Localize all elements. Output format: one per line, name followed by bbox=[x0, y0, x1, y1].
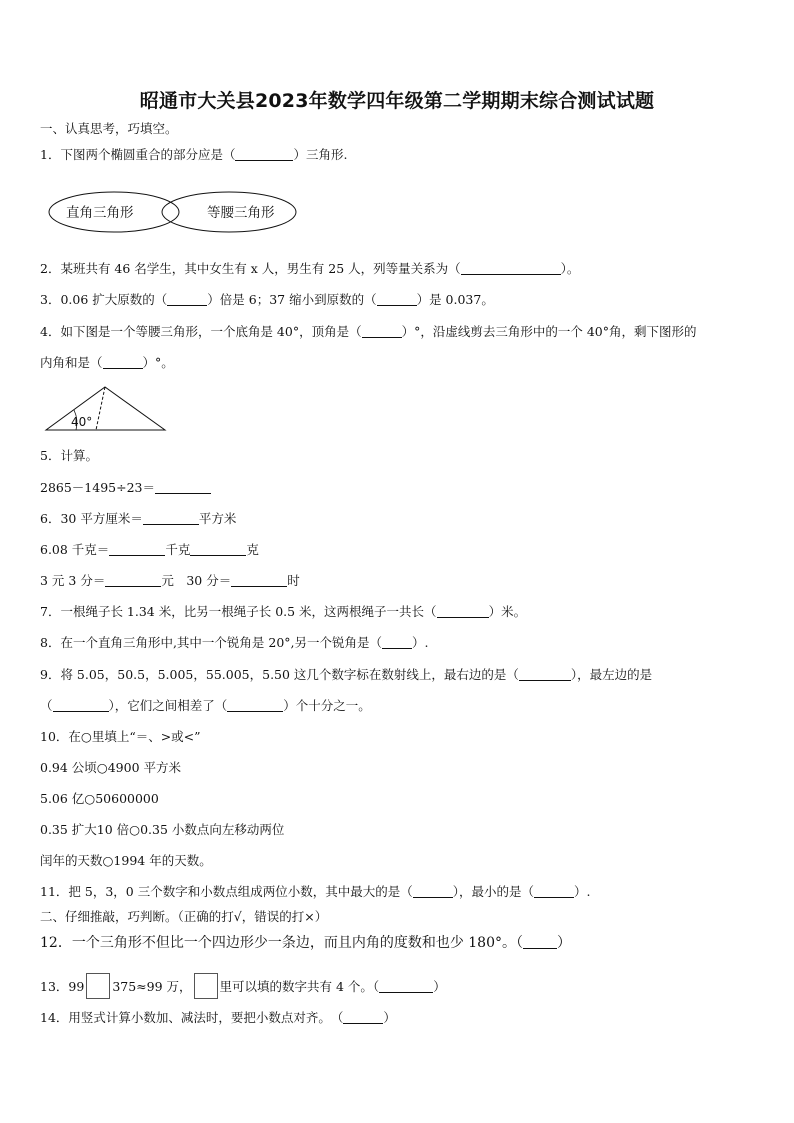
question-10: 10．在○里填上“＝、>或<” bbox=[40, 729, 201, 744]
page-title: 昭通市大关县2023年数学四年级第二学期期末综合测试试题 bbox=[139, 90, 655, 112]
question-6-line-1: 6．30 平方厘米＝ 平方米 bbox=[40, 511, 237, 526]
answer-blank[interactable] bbox=[523, 936, 557, 949]
right-ellipse-label: 等腰三角形 bbox=[207, 205, 275, 221]
question-4-line-2: 内角和是（ ）°。 bbox=[40, 355, 174, 370]
question-6-line-2: 6.08 千克＝ 千克 克 bbox=[40, 542, 259, 557]
isosceles-triangle-diagram bbox=[44, 384, 170, 434]
answer-blank[interactable] bbox=[437, 605, 489, 618]
question-8: 8．在一个直角三角形中,其中一个锐角是 20°,另一个锐角是（ ）. bbox=[40, 635, 429, 650]
digit-box-reference bbox=[194, 973, 218, 999]
answer-blank[interactable] bbox=[519, 668, 571, 681]
answer-blank[interactable] bbox=[190, 543, 246, 556]
question-3: 3．0.06 扩大原数的（ ）倍是 6；37 缩小到原数的（ ）是 0.037。 bbox=[40, 292, 494, 307]
question-9-line-2: （ ），它们之间相差了（ ）个十分之一。 bbox=[40, 698, 371, 713]
isosceles-triangle bbox=[46, 387, 165, 430]
answer-blank[interactable] bbox=[377, 293, 417, 306]
answer-blank[interactable] bbox=[109, 543, 165, 556]
question-1: 1．下图两个椭圆重合的部分应是（ ）三角形. bbox=[40, 147, 348, 162]
question-5: 5．计算。 bbox=[40, 448, 98, 463]
question-10-item-1: 0.94 公顷○4900 平方米 bbox=[40, 760, 181, 775]
answer-blank[interactable] bbox=[227, 699, 283, 712]
angle-label: 40° bbox=[71, 415, 93, 429]
question-11: 11．把 5，3，0 三个数字和小数点组成两位小数，其中最大的是（ ），最小的是（ ）. bbox=[40, 884, 591, 899]
answer-blank[interactable] bbox=[362, 325, 402, 338]
cut-line-dashed bbox=[96, 387, 105, 430]
question-6-line-3: 3 元 3 分＝ 元 30 分＝ 时 bbox=[40, 573, 300, 588]
question-12: 12．一个三角形不但比一个四边形少一条边，而且内角的度数和也少 180°。（ ） bbox=[40, 935, 571, 951]
answer-blank[interactable] bbox=[461, 262, 561, 275]
question-10-item-3: 0.35 扩大10 倍○0.35 小数点向左移动两位 bbox=[40, 822, 285, 837]
question-9-line-1: 9．将 5.05，50.5，5.005，55.005，5.50 这几个数字标在数射线上，最右边的是（ ），最左边的是 bbox=[40, 667, 653, 682]
question-13: 13．99 375≈99 万， 里可以填的数字共有 4 个。（ ） bbox=[40, 973, 446, 999]
answer-blank[interactable] bbox=[379, 980, 433, 993]
answer-blank[interactable] bbox=[155, 481, 211, 494]
question-10-item-2: 5.06 亿○50600000 bbox=[40, 791, 159, 806]
answer-blank[interactable] bbox=[105, 574, 161, 587]
answer-blank[interactable] bbox=[235, 148, 293, 161]
answer-blank[interactable] bbox=[53, 699, 109, 712]
answer-blank[interactable] bbox=[143, 512, 199, 525]
overlapping-ellipses-diagram bbox=[44, 188, 304, 236]
question-2: 2．某班共有 46 名学生，其中女生有 x 人，男生有 25 人，列等量关系为（ ）。 bbox=[40, 261, 580, 276]
question-5-expression: 2865－1495÷23＝ bbox=[40, 480, 211, 496]
answer-blank[interactable] bbox=[231, 574, 287, 587]
section-1-heading: 一、认真思考，巧填空。 bbox=[40, 121, 178, 136]
question-10-item-4: 闰年的天数○1994 年的天数。 bbox=[40, 853, 212, 868]
answer-blank[interactable] bbox=[534, 885, 574, 898]
digit-box[interactable] bbox=[86, 973, 110, 999]
answer-blank[interactable] bbox=[382, 636, 412, 649]
answer-blank[interactable] bbox=[343, 1011, 383, 1024]
question-4-line-1: 4．如下图是一个等腰三角形，一个底角是 40°，顶角是（ ）°，沿虚线剪去三角形中的一个 40°角，剩下图形的 bbox=[40, 324, 697, 339]
answer-blank[interactable] bbox=[413, 885, 453, 898]
section-2-heading: 二、仔细推敲，巧判断。（正确的打√，错误的打×） bbox=[40, 909, 328, 924]
answer-blank[interactable] bbox=[167, 293, 207, 306]
question-7: 7．一根绳子长 1.34 米，比另一根绳子长 0.5 米，这两根绳子一共长（ ）米。 bbox=[40, 604, 527, 619]
left-ellipse-label: 直角三角形 bbox=[66, 205, 134, 221]
answer-blank[interactable] bbox=[103, 356, 143, 369]
question-14: 14．用竖式计算小数加、减法时，要把小数点对齐。 （ ） bbox=[40, 1010, 396, 1025]
